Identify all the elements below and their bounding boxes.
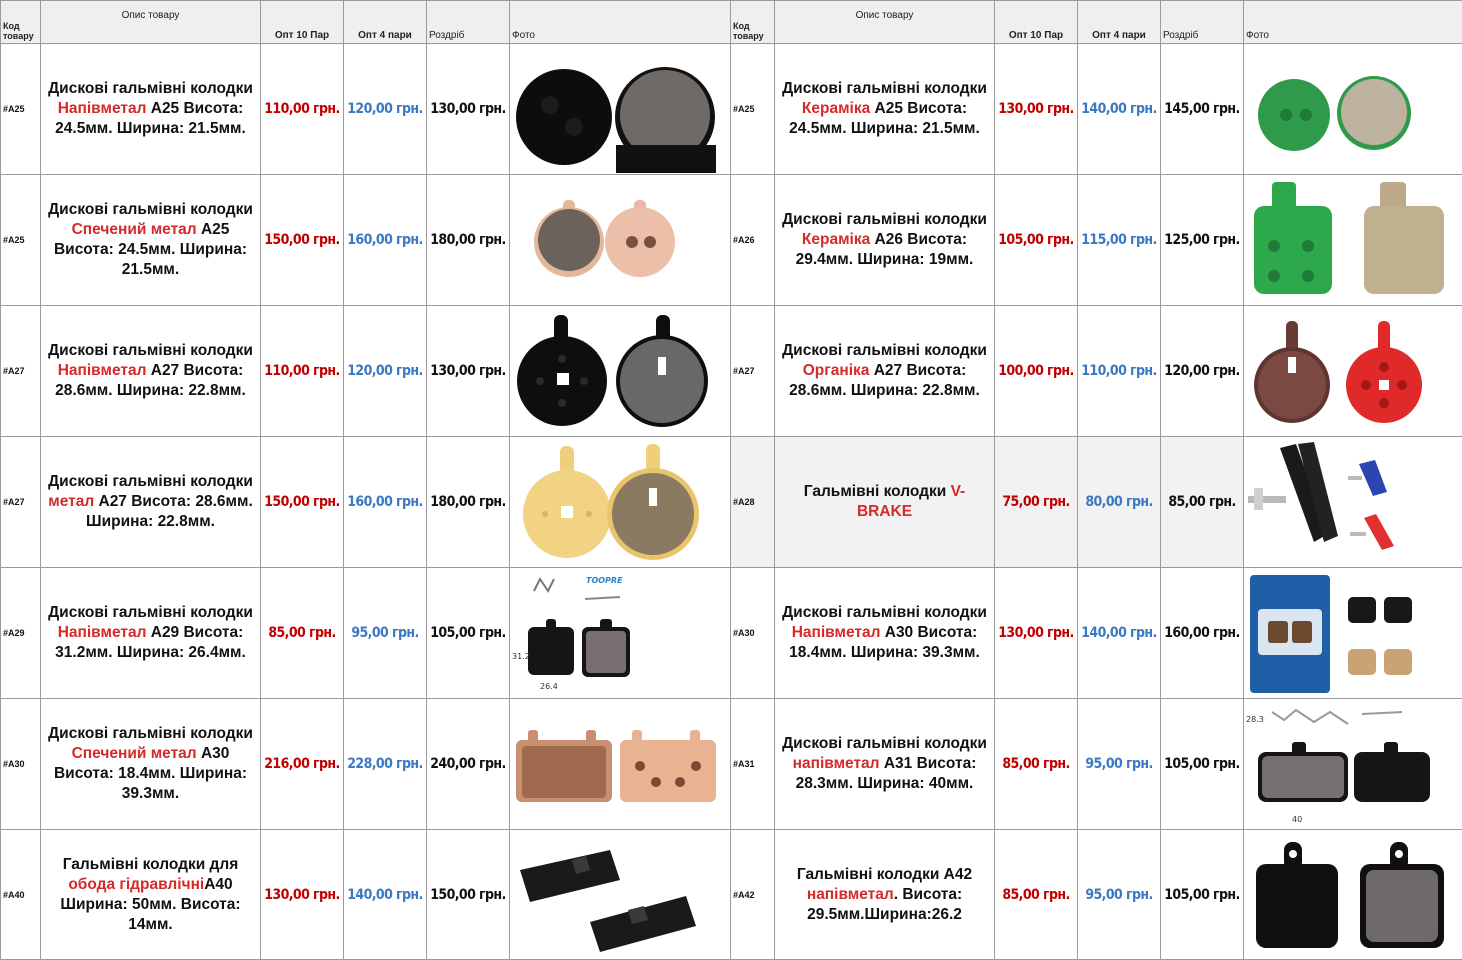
header-retail: Роздріб [427,1,510,44]
table-row [1,175,1462,306]
price-opt4: 95,00 грн. [1078,830,1161,960]
price-opt4: 160,00 грн. [344,437,427,568]
header-description: Опис товару [775,1,995,44]
header-description: Опис товару [41,1,261,44]
price-opt4: 140,00 грн. [1078,44,1161,175]
price-retail: 105,00 грн. [1161,699,1244,830]
sintered-round-pads-photo [510,175,731,306]
table-row [1,699,1462,830]
material-highlight: Кераміка [802,231,870,248]
product-description: Дискові гальмівні колодки напівметал А31 Висота: 28.3мм. Ширина: 40мм. [775,699,995,830]
price-opt10: 216,00 грн. [261,699,344,830]
product-description: Дискові гальмівні колодки Органіка А27 Висота: 28.6мм. Ширина: 22.8мм. [775,306,995,437]
material-highlight: Напівметал [58,100,147,117]
sintered-magura-pads-photo [510,699,731,830]
price-retail: 105,00 грн. [1161,830,1244,960]
price-opt4: 120,00 грн. [344,306,427,437]
product-code: #A31 [731,699,775,830]
product-code: #A40 [1,830,41,960]
product-code: #A28 [731,437,775,568]
product-code: #A27 [1,437,41,568]
price-opt10: 105,00 грн. [995,175,1078,306]
material-highlight: Спечений метал [72,221,197,238]
dimension-height: 31.2 [512,652,530,661]
price-opt10: 150,00 грн. [261,437,344,568]
square-pads-with-spring-photo [510,568,731,699]
price-opt4: 95,00 грн. [344,568,427,699]
price-opt4: 110,00 грн. [1078,306,1161,437]
product-code: #A29 [1,568,41,699]
packaged-brake-pads-photo [1244,568,1462,699]
price-retail: 240,00 грн. [427,699,510,830]
product-code: #A25 [1,44,41,175]
green-ceramic-square-pads-photo [1244,175,1462,306]
material-highlight: Напівметал [792,624,881,641]
yellow-metal-tab-pads-photo [510,437,731,568]
price-opt4: 160,00 грн. [344,175,427,306]
price-opt10: 85,00 грн. [995,830,1078,960]
material-highlight: Органіка [803,362,870,379]
material-highlight: обода гідравлічні [68,876,204,893]
price-opt10: 85,00 грн. [995,699,1078,830]
product-description: Гальмівні колодки V-BRAKE [775,437,995,568]
table-row [1,568,1462,699]
product-code: #A27 [731,306,775,437]
material-highlight: напівметал [807,886,894,903]
header-opt4: Опт 4 пари [1078,1,1161,44]
price-retail: 125,00 грн. [1161,175,1244,306]
price-retail: 130,00 грн. [427,306,510,437]
product-description: Дискові гальмівні колодки Кераміка А26 Висота: 29.4мм. Ширина: 19мм. [775,175,995,306]
product-code: #A30 [731,568,775,699]
product-description: Дискові гальмівні колодки Спечений метал А25 Висота: 24.5мм. Ширина: 21.5мм. [41,175,261,306]
product-description: Дискові гальмівні колодки Напівметал А30 Висота: 18.4мм. Ширина: 39.3мм. [775,568,995,699]
price-retail: 145,00 грн. [1161,44,1244,175]
material-highlight: Напівметал [58,362,147,379]
header-opt10: Опт 10 Пар [261,1,344,44]
product-code: #A26 [731,175,775,306]
price-opt10: 100,00 грн. [995,306,1078,437]
price-retail: 85,00 грн. [1161,437,1244,568]
product-description: Дискові гальмівні колодки Напівметал А27 Висота: 28.6мм. Ширина: 22.8мм. [41,306,261,437]
header-retail: Роздріб [1161,1,1244,44]
header-code: Код товару [1,1,41,44]
header-opt4: Опт 4 пари [344,1,427,44]
red-organic-tab-pads-photo [1244,306,1462,437]
price-opt10: 130,00 грн. [995,568,1078,699]
price-opt10: 75,00 грн. [995,437,1078,568]
header-photo: Фото [510,1,731,44]
price-retail: 160,00 грн. [1161,568,1244,699]
header-photo: Фото [1244,1,1462,44]
black-tab-round-pads-photo [510,306,731,437]
material-highlight: V-BRAKE [857,483,965,520]
price-opt10: 150,00 грн. [261,175,344,306]
table-row [1,830,1462,960]
hydraulic-rim-pads-photo [510,830,731,960]
price-opt10: 130,00 грн. [261,830,344,960]
price-retail: 105,00 грн. [427,568,510,699]
price-opt4: 140,00 грн. [1078,568,1161,699]
dimension-width: 40 [1292,815,1302,824]
table-row [1,44,1462,175]
product-description: Дискові гальмівні колодки Кераміка А25 Висота: 24.5мм. Ширина: 21.5мм. [775,44,995,175]
price-opt4: 140,00 грн. [344,830,427,960]
shimano-style-pads-photo [1244,830,1462,960]
material-highlight: Кераміка [802,100,870,117]
price-opt10: 110,00 грн. [261,44,344,175]
header-row [1,1,1462,44]
price-opt4: 120,00 грн. [344,44,427,175]
table-row [1,437,1462,568]
green-ceramic-round-pads-photo [1244,44,1462,175]
product-description: Дискові гальмівні колодки Напівметал А29 Висота: 31.2мм. Ширина: 26.4мм. [41,568,261,699]
product-description: Гальмівні колодки А42 напівметал. Висота: 29.5мм.Ширина:26.2 [775,830,995,960]
price-retail: 180,00 грн. [427,437,510,568]
brand-label: TOOPRE [586,576,623,585]
product-code: #A25 [731,44,775,175]
price-retail: 130,00 грн. [427,44,510,175]
product-description: Дискові гальмівні колодки метал А27 Висота: 28.6мм. Ширина: 22.8мм. [41,437,261,568]
header-opt10: Опт 10 Пар [995,1,1078,44]
price-opt10: 130,00 грн. [995,44,1078,175]
product-code: #A30 [1,699,41,830]
price-opt10: 85,00 грн. [261,568,344,699]
black-round-brake-pads-photo [510,44,731,175]
dimension-height: 28.3 [1246,715,1264,724]
price-opt4: 228,00 грн. [344,699,427,830]
material-highlight: напівметал [793,755,880,772]
price-opt4: 80,00 грн. [1078,437,1161,568]
product-description: Дискові гальмівні колодки Спечений метал А30 Висота: 18.4мм. Ширина: 39.3мм. [41,699,261,830]
material-highlight: Спечений метал [72,745,197,762]
header-code: Код товару [731,1,775,44]
price-opt10: 110,00 грн. [261,306,344,437]
product-code: #A27 [1,306,41,437]
table-row [1,306,1462,437]
dimension-width: 26.4 [540,682,558,691]
price-retail: 180,00 грн. [427,175,510,306]
product-code: #A42 [731,830,775,960]
price-retail: 150,00 грн. [427,830,510,960]
price-opt4: 95,00 грн. [1078,699,1161,830]
price-retail: 120,00 грн. [1161,306,1244,437]
product-description: Гальмівні колодки для обода гідравлічніА40 Ширина: 50мм. Висота: 14мм. [41,830,261,960]
product-description: Дискові гальмівні колодки Напівметал А25 Висота: 24.5мм. Ширина: 21.5мм. [41,44,261,175]
wide-pads-with-spring-photo [1244,699,1462,830]
v-brake-pads-photo [1244,437,1462,568]
product-code: #A25 [1,175,41,306]
price-opt4: 115,00 грн. [1078,175,1161,306]
material-highlight: Напівметал [58,624,147,641]
material-highlight: метал [48,493,94,510]
